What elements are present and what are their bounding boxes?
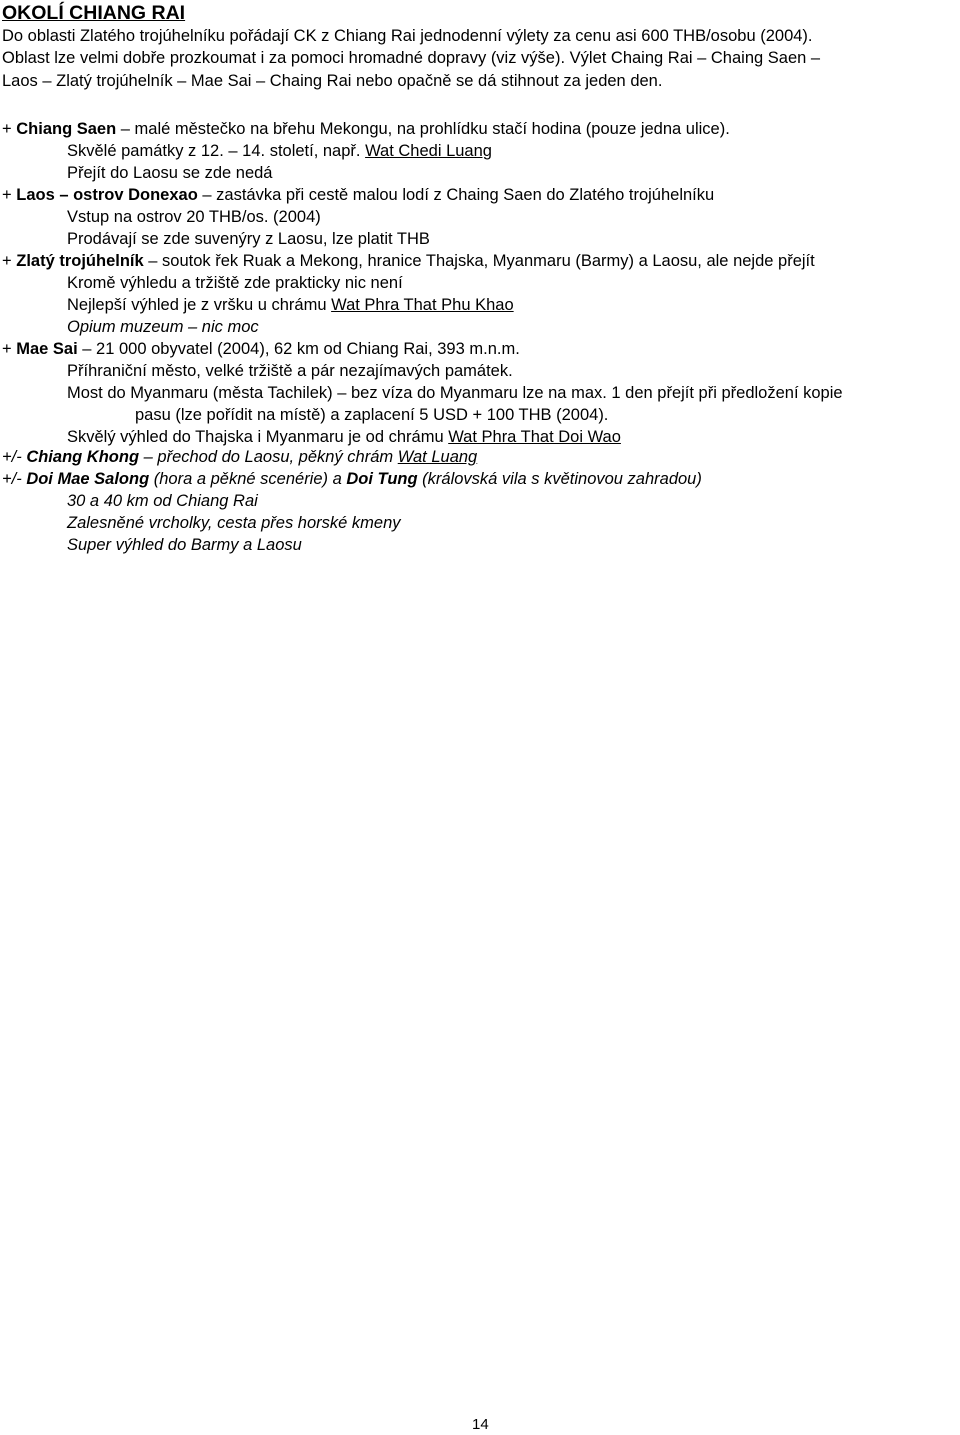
- place-description: – přechod do Laosu, pěkný chrám: [139, 448, 398, 466]
- mae-sai-line-4: pasu (lze pořídit na místě) a zaplacení 5 USD + 100 THB (2004).: [135, 406, 609, 424]
- description-mid: (hora a pěkné scenérie) a: [149, 470, 347, 488]
- triangle-line-4: Opium muzeum – nic moc: [67, 318, 259, 336]
- place-description: – malé městečko na břehu Mekongu, na prohlídku stačí hodina (pouze jedna ulice).: [120, 120, 730, 138]
- description-tail: (královská vila s květinovou zahradou): [417, 470, 702, 488]
- entry-marker: +/-: [2, 448, 22, 466]
- doi-line-4: Super výhled do Barmy a Laosu: [67, 536, 302, 554]
- place-name-1: Doi Mae Salong: [26, 470, 150, 488]
- triangle-line-2: Kromě výhledu a tržiště zde prakticky nic není: [67, 274, 403, 292]
- line-text: Skvělý výhled do Thajska i Myanmaru je od chrámu: [67, 428, 449, 446]
- wat-chedi-luang-link[interactable]: Wat Chedi Luang: [365, 142, 492, 160]
- place-description: – soutok řek Ruak a Mekong, hranice Thajska, Myanmaru (Barmy) a Laosu, ale nejde přejít: [148, 252, 815, 270]
- mae-sai-line-3: Most do Myanmaru (města Tachilek) – bez víza do Myanmaru lze na max. 1 den přejít při předložení kopie: [67, 384, 843, 402]
- line-text: Nejlepší výhled je z vršku u chrámu: [67, 296, 332, 314]
- doi-line-2: 30 a 40 km od Chiang Rai: [67, 492, 258, 510]
- place-description: – zastávka při cestě malou lodí z Chaing Saen do Zlatého trojúhelníku: [202, 186, 715, 204]
- page-title: OKOLÍ CHIANG RAI: [2, 2, 186, 24]
- doi-mae-salong-entry: [2, 469, 702, 489]
- wat-phra-that-doi-wao-link[interactable]: Wat Phra That Doi Wao: [448, 428, 621, 446]
- laos-line-2: Vstup na ostrov 20 THB/os. (2004): [67, 208, 321, 226]
- intro-line-2: Oblast lze velmi dobře prozkoumat i za pomoci hromadné dopravy (viz výše). Výlet Chaing Rai – Chaing Saen –: [2, 49, 821, 67]
- place-name: Chiang Saen: [16, 120, 117, 138]
- chiang-saen-entry: [2, 119, 730, 139]
- intro-line-1: Do oblasti Zlatého trojúhelníku pořádají CK z Chiang Rai jednodenní výlety za cenu asi 600 THB/osobu (2004).: [2, 27, 813, 45]
- entry-marker: +: [2, 252, 12, 270]
- mae-sai-line-5: [67, 427, 621, 447]
- laos-entry: [2, 185, 714, 205]
- entry-marker: +: [2, 120, 12, 138]
- wat-luang-link[interactable]: Wat Luang: [397, 448, 478, 466]
- place-name-2: Doi Tung: [346, 470, 418, 488]
- line-text: Skvělé památky z 12. – 14. století, např.: [67, 142, 366, 160]
- chiang-saen-line-2: [67, 141, 492, 161]
- entry-marker: +: [2, 186, 12, 204]
- place-name: Chiang Khong: [26, 448, 140, 466]
- laos-line-3: Prodávají se zde suvenýry z Laosu, lze platit THB: [67, 230, 430, 248]
- place-description: – 21 000 obyvatel (2004), 62 km od Chiang Rai, 393 m.n.m.: [82, 340, 520, 358]
- entry-marker: +/-: [2, 470, 22, 488]
- place-name: Mae Sai: [16, 340, 78, 358]
- entry-marker: +: [2, 340, 12, 358]
- place-name: Zlatý trojúhelník: [16, 252, 144, 270]
- intro-line-3: Laos – Zlatý trojúhelník – Mae Sai – Chaing Rai nebo opačně se dá stihnout za jeden den.: [2, 72, 663, 90]
- page-number: 14: [472, 1416, 489, 1433]
- place-name: Laos – ostrov Donexao: [16, 186, 198, 204]
- wat-phra-that-phu-khao-link[interactable]: Wat Phra That Phu Khao: [331, 296, 514, 314]
- mae-sai-entry: [2, 339, 520, 359]
- mae-sai-line-2: Příhraniční město, velké tržiště a pár nezajímavých památek.: [67, 362, 513, 380]
- doi-line-3: Zalesněné vrcholky, cesta přes horské kmeny: [67, 514, 401, 532]
- golden-triangle-entry: [2, 251, 815, 271]
- chiang-saen-line-3: Přejít do Laosu se zde nedá: [67, 164, 273, 182]
- chiang-khong-entry: [2, 447, 477, 467]
- triangle-line-3: [67, 295, 514, 315]
